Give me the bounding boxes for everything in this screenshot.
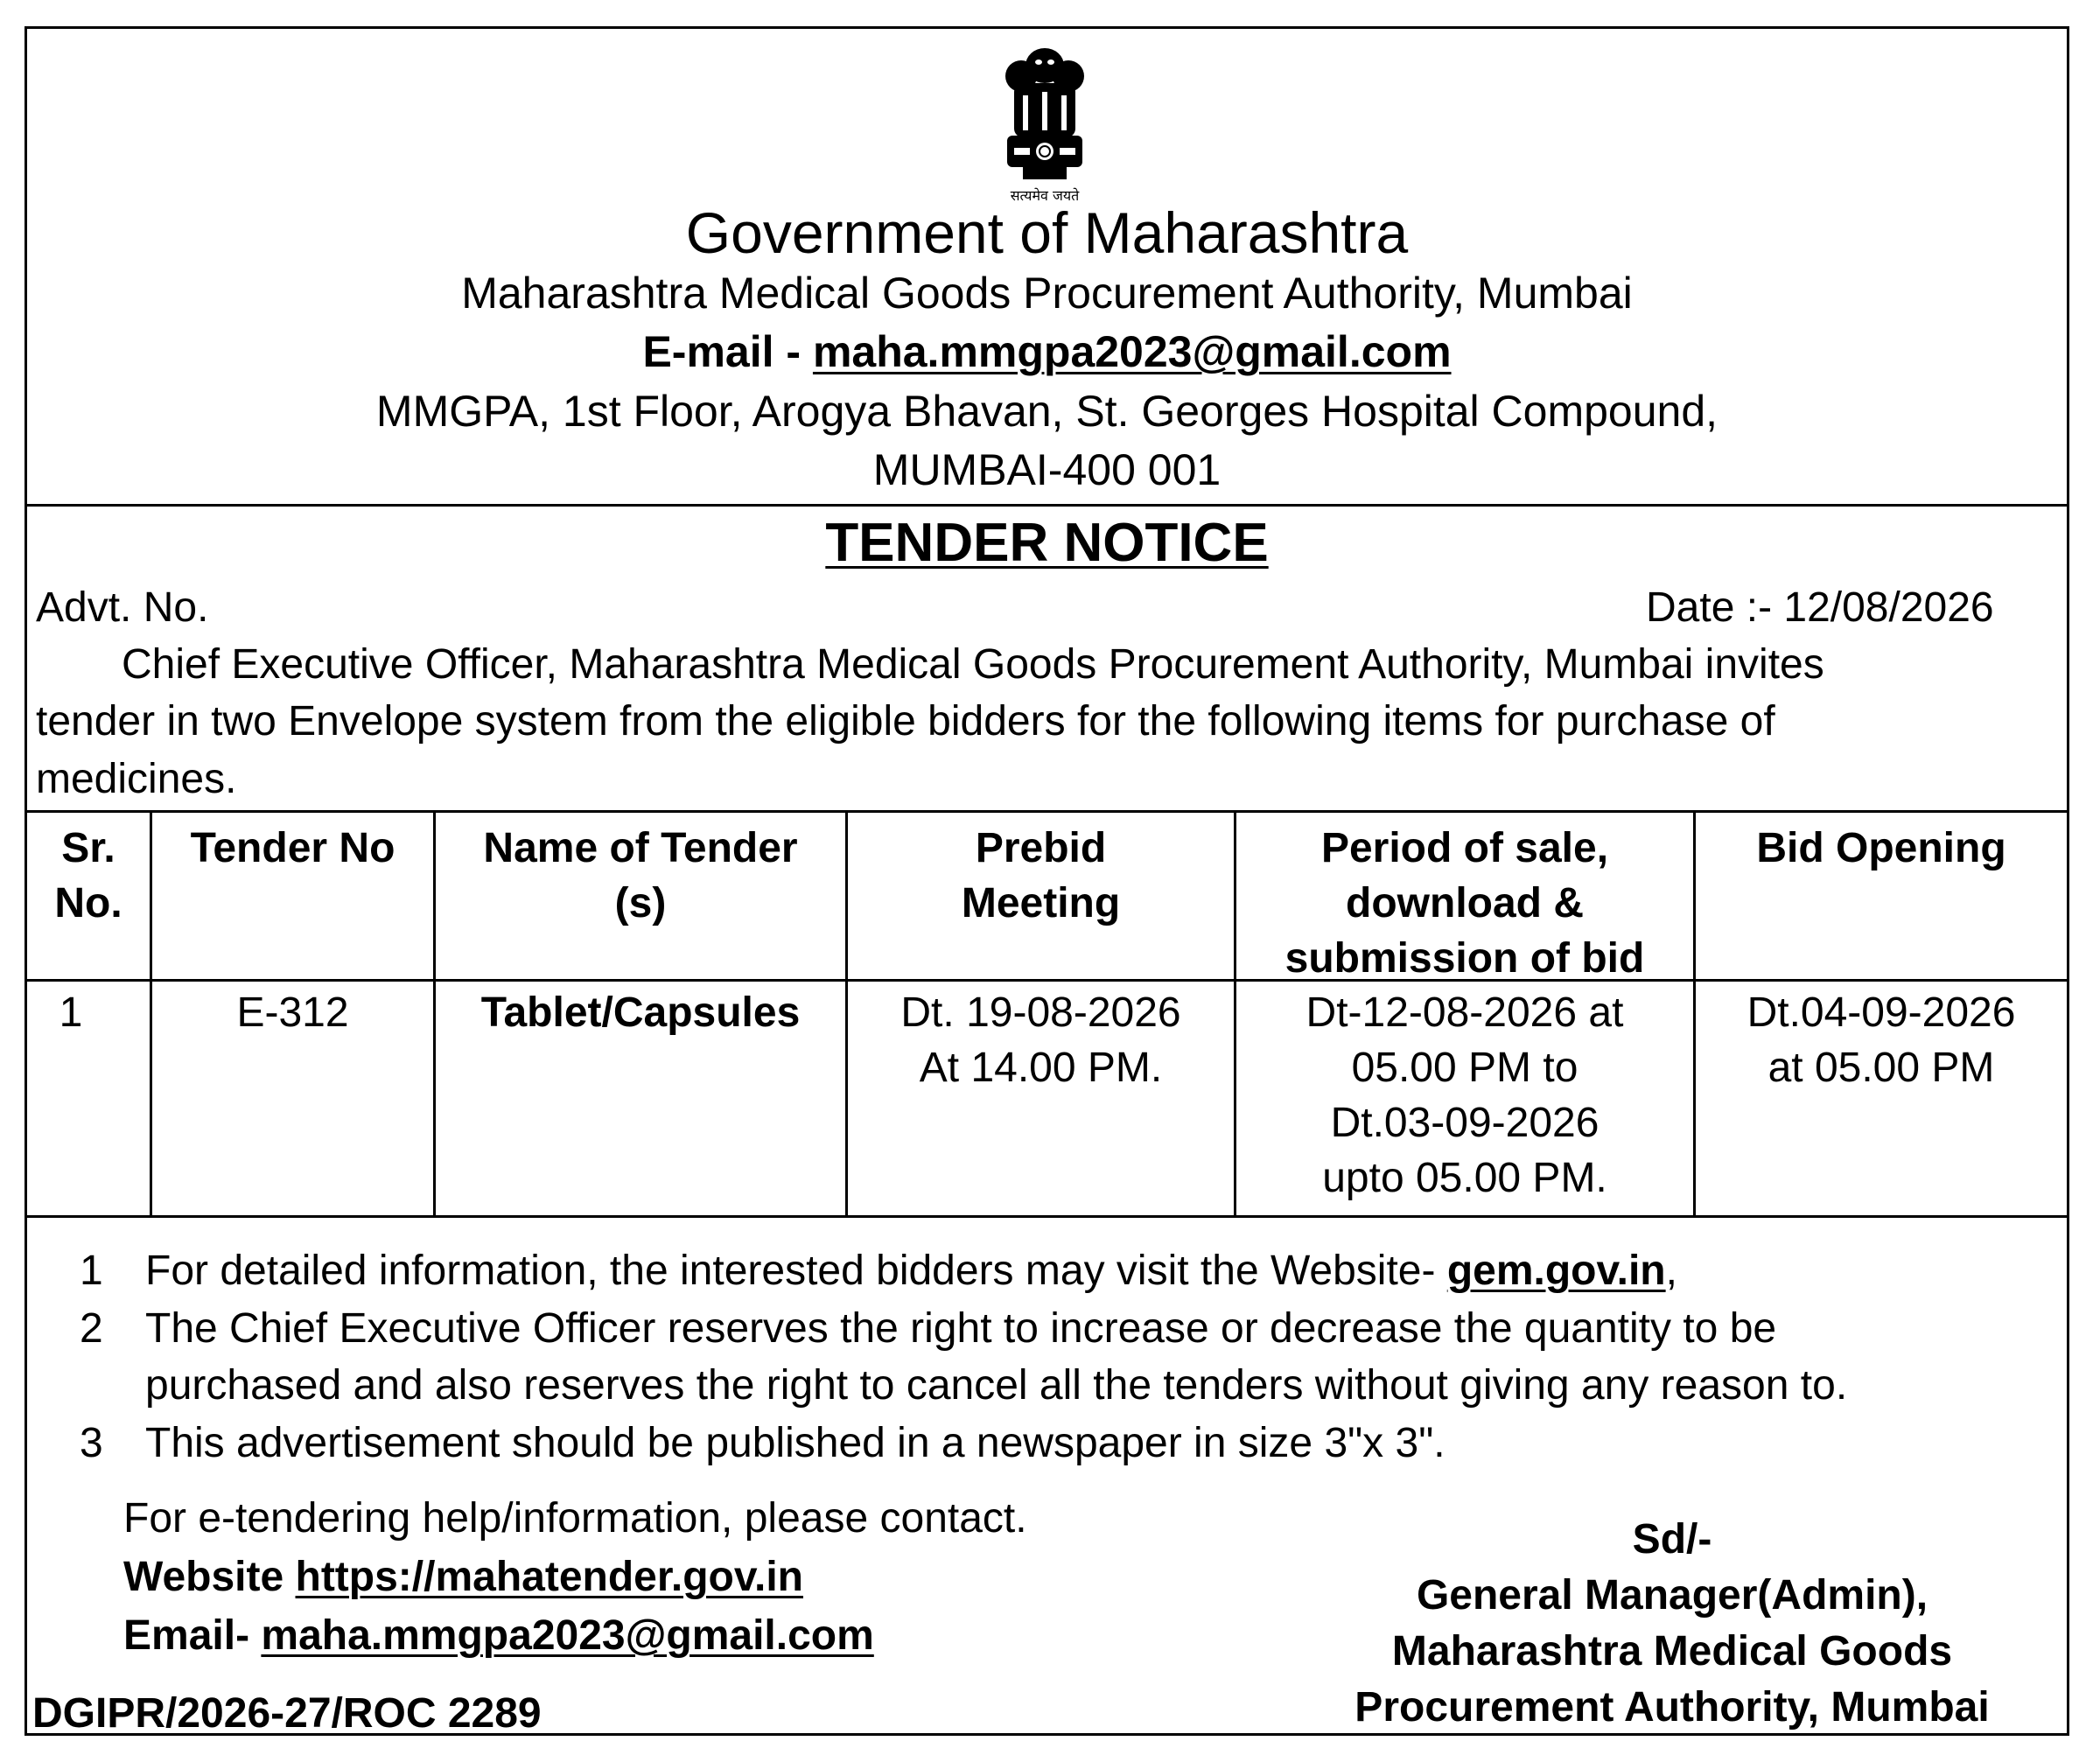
note-1-number: 1 (80, 1248, 103, 1294)
intro-line-2: tender in two Envelope system from the eligible bidders for the following items for purchase of (36, 698, 1775, 745)
header-prebid-line1: Prebid (975, 825, 1107, 871)
row1-opening-line2: at 05.00 PM (1768, 1045, 1995, 1091)
contact-website-line (123, 1551, 803, 1604)
header-tender-no-line1: Tender No (190, 825, 396, 871)
header-period-line1: Period of sale, (1320, 825, 1609, 871)
note-1 (80, 1245, 1677, 1297)
row1-period (1236, 985, 1693, 1206)
header-period-line2: download & (1346, 880, 1584, 926)
header-bid-opening (1696, 821, 2067, 876)
advt-no: Advt. No. (36, 584, 209, 631)
header-sr-line1: Sr. (61, 825, 116, 871)
notice-date: Date :- 12/08/2026 (1646, 584, 1994, 631)
note-3-number: 3 (80, 1420, 103, 1466)
tender-table (27, 810, 2067, 1218)
mahatender-website-link[interactable]: https://mahatender.gov.in (295, 1554, 803, 1600)
intro-line-1: Chief Executive Officer, Maharashtra Medical Goods Procurement Authority, Mumbai invites (122, 641, 1824, 688)
row1-sr: 1 (59, 989, 83, 1036)
dgipr-reference: DGIPR/2026-27/ROC 2289 (32, 1690, 542, 1737)
emblem-lion-capital-icon (988, 39, 1102, 206)
note-3-text: This advertisement should be published in a newspaper in size 3"x 3". (145, 1420, 1446, 1466)
header-name-line2: (s) (614, 880, 667, 926)
intro-line-3: medicines. (36, 756, 237, 802)
contact-email-label: Email- (123, 1612, 262, 1659)
header-email-link[interactable]: maha.mmgpa2023@gmail.com (812, 327, 1452, 376)
header-period-line3: submission of bid (1284, 935, 1645, 982)
tender-notice (24, 26, 2069, 1736)
header-tender-no (152, 821, 433, 876)
row1-opening-line1: Dt.04-09-2026 (1746, 989, 2016, 1036)
table-header-divider (27, 979, 2067, 982)
contact-website-label: Website (123, 1554, 296, 1600)
header-email-line (27, 324, 2067, 380)
row1-prebid (848, 985, 1234, 1095)
header-name-of-tender (436, 821, 845, 931)
row1-period-line1: Dt-12-08-2026 at (1306, 989, 1624, 1036)
state-emblem (988, 39, 1102, 206)
row1-name: Tablet/Capsules (480, 989, 801, 1036)
authority-name: Maharashtra Medical Goods Procurement Authority, Mumbai (461, 269, 1633, 318)
contact-email-line (123, 1610, 874, 1662)
address-line-1: MMGPA, 1st Floor, Arogya Bhavan, St. Georges Hospital Compound, (375, 387, 1718, 436)
note-1-suffix: , (1665, 1248, 1677, 1294)
note-1-text: For detailed information, the interested bidders may visit the Website- (145, 1248, 1447, 1294)
note-2-line1: The Chief Executive Officer reserves the right to increase or decrease the quantity to be (145, 1305, 1777, 1352)
row1-period-line2: 05.00 PM to (1351, 1045, 1578, 1091)
contact-email-link[interactable]: maha.mmgpa2023@gmail.com (261, 1612, 874, 1659)
government-title: Government of Maharashtra (685, 200, 1409, 265)
signature-title: General Manager(Admin), (1416, 1572, 1928, 1619)
header-period-of-sale (1236, 821, 1693, 986)
signature-block (1278, 1512, 2066, 1736)
tender-notice-title-text: TENDER NOTICE (825, 513, 1269, 573)
signature-org-line1: Maharashtra Medical Goods (1391, 1628, 1953, 1675)
header-sr-line2: No. (54, 880, 122, 926)
row1-period-line4: upto 05.00 PM. (1322, 1155, 1607, 1201)
note-2-number: 2 (80, 1305, 103, 1352)
header-prebid-line2: Meeting (961, 880, 1121, 926)
signature-org-line2: Procurement Authority, Mumbai (1354, 1684, 1990, 1731)
header-name-line1: Name of Tender (483, 825, 798, 871)
note-2 (80, 1303, 1776, 1355)
address-line-2: MUMBAI-400 001 (872, 445, 1222, 494)
tender-notice-title (27, 510, 2067, 577)
header-sr-no (27, 821, 150, 931)
header-email-label: E-mail - (642, 327, 813, 376)
header-opening-line1: Bid Opening (1756, 825, 2006, 871)
gem-website-link[interactable]: gem.gov.in (1446, 1248, 1666, 1294)
row1-period-line3: Dt.03-09-2026 (1330, 1100, 1600, 1146)
note-2-continuation: purchased and also reserves the right to cancel all the tenders without giving any reason to. (145, 1362, 1848, 1409)
header-prebid-meeting (848, 821, 1234, 931)
table-bottom-border (27, 1215, 2067, 1218)
row1-opening (1696, 985, 2067, 1095)
signature-sd: Sd/- (1632, 1516, 1712, 1563)
row1-tender-no: E-312 (236, 989, 349, 1036)
header-divider (27, 504, 2067, 507)
row1-prebid-line2: At 14.00 PM. (919, 1045, 1163, 1091)
row1-prebid-line1: Dt. 19-08-2026 (900, 989, 1181, 1036)
emblem-motto: सत्यमेव जयते (1010, 187, 1080, 204)
note-3 (80, 1417, 1446, 1470)
contact-intro: For e-tendering help/information, please contact. (123, 1495, 1027, 1542)
table-top-border (27, 810, 2067, 813)
